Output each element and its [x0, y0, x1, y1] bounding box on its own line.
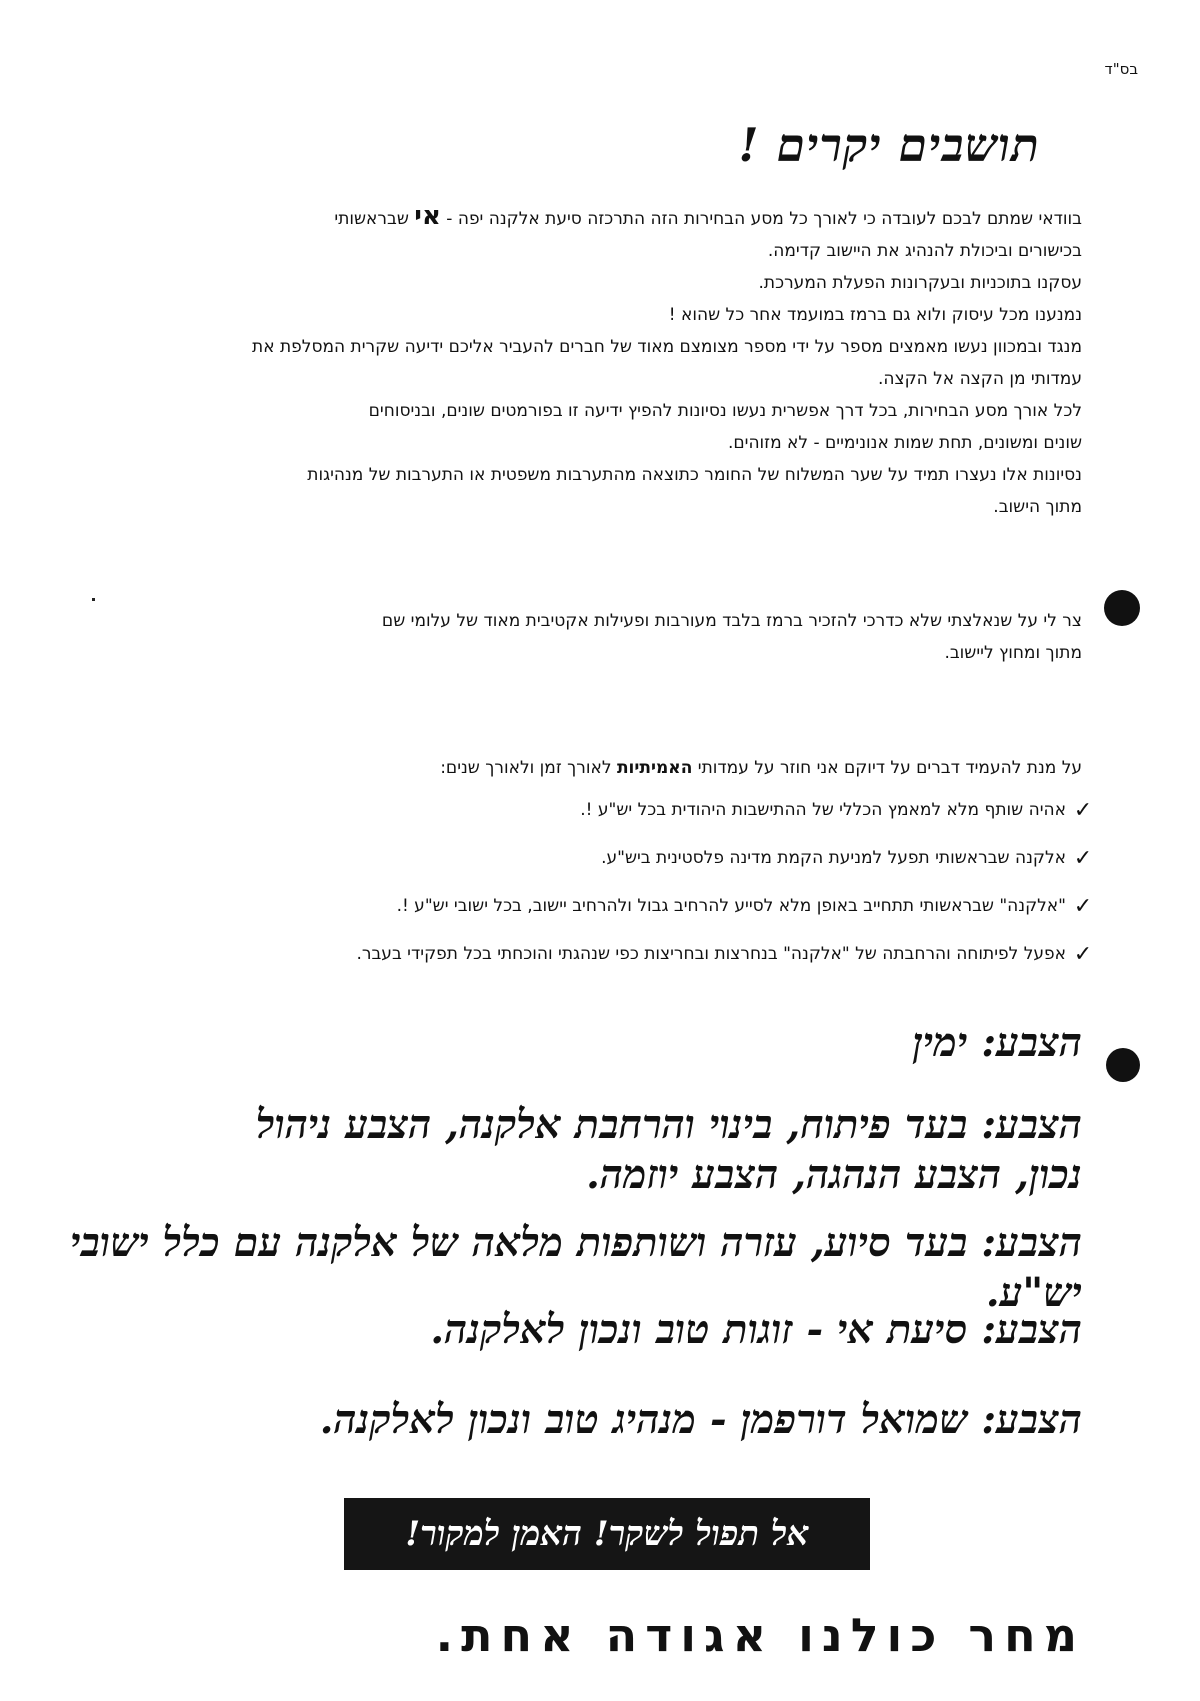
- check-icon: ✓: [1073, 893, 1093, 919]
- intro-line1-after: שבראשותי: [334, 209, 409, 229]
- checklist-item: [200, 834, 1100, 882]
- intro-paragraph: [122, 200, 1082, 523]
- intro-line: מתוך הישוב.: [993, 497, 1082, 517]
- stance-intro-after: לאורך זמן ולאורך שנים:: [440, 758, 612, 778]
- intro-line: עסקנו בתוכניות ובעקרונות הפעלת המערכת.: [758, 273, 1082, 293]
- thanks-line: צר לי על שנאלצתי שלא כדרכי להזכיר ברמז בלבד מעורבות ופעילות אקטיבית מאוד של עלומי שם: [381, 611, 1082, 631]
- check-icon: ✓: [1073, 845, 1093, 871]
- check-icon: ✓: [1073, 797, 1093, 823]
- vote-line: הצבע: סיעת אי - זוגות טוב ונכון לאלקנה.: [430, 1306, 1082, 1353]
- header-bsd: בס"ד: [1104, 60, 1138, 78]
- bullet-dot-icon: [1104, 590, 1140, 626]
- intro-line: עמדותי מן הקצה אל הקצה.: [877, 369, 1082, 389]
- check-icon: ✓: [1073, 941, 1093, 967]
- checklist-item: [200, 786, 1100, 834]
- slogan-banner: אל תפול לשקר! האמן למקור!: [344, 1498, 870, 1570]
- intro-line: נמנענו מכל עיסוק ולוא גם ברמז במועמד אחר כל שהוא !: [668, 305, 1082, 325]
- greeting-heading: תושבים יקרים !: [738, 118, 1040, 172]
- thanks-line: מתוך ומחוץ ליישוב.: [944, 643, 1082, 663]
- intro-line: לכל אורך מסע הבחירות, בכל דרך אפשרית נעשו נסיונות להפיץ ידיעה זו בפורמטים שונים, ובניסוחים: [368, 401, 1082, 421]
- stance-intro: [122, 752, 1082, 784]
- intro-line1-before: בוודאי שמתם לבכם לעובדה כי לאורך כל מסע הבחירות הזה התרכזה סיעת אלקנה יפה -: [446, 209, 1082, 229]
- vote-line: הצבע: ימין: [912, 1019, 1082, 1066]
- checklist-item-text: אהיה שותף מלא למאמץ הכללי של ההתישבות היהודית בכל יש"ע !.: [580, 800, 1066, 820]
- vote-line: הצבע: שמואל דורפמן - מנהיג טוב ונכון לאלקנה.: [319, 1396, 1082, 1443]
- intro-line: מנגד ובמכוון נעשו מאמצים מספר על ידי מספר מצומצם מאוד של חברים להעביר אליכם ידיעה שקרית המסלפת את: [252, 337, 1082, 357]
- closing-slogan: מחר כולנו אגודה אחת.: [435, 1608, 1085, 1662]
- thanks-paragraph: [222, 605, 1082, 669]
- intro-line: שונים ומשונים, תחת שמות אנונימיים - לא מזוהים.: [727, 433, 1082, 453]
- checklist-item: [200, 882, 1100, 930]
- vote-line: הצבע: בעד סיוע, עזרה ושותפות מלאה של אלקנה עם כלל ישובי יש"ע.: [70, 1219, 1082, 1316]
- stance-intro-before: על מנת להעמיד דברים על דיוקם אני חוזר על עמדותי: [697, 758, 1082, 778]
- checklist-item-text: אפעל לפיתוחה והרחבתה של "אלקנה" בנחרצות ובחריצות כפי שנהגתי והוכחתי בכל תפקידי בעבר.: [356, 944, 1066, 964]
- intro-line: נסיונות אלו נעצרו תמיד על שער המשלוח של החומר כתוצאה מהתערבות משפטית או התערבות של מנהיגות: [307, 465, 1082, 485]
- checklist-item-text: אלקנה שבראשותי תפעל למניעת הקמת מדינה פלסטינית ביש"ע.: [601, 848, 1066, 868]
- scan-speck: [92, 598, 95, 601]
- ai-party-logo: אי: [414, 201, 441, 231]
- intro-line: [122, 200, 1082, 235]
- stance-intro-bold: האמיתיות: [616, 758, 693, 778]
- checklist-item: [200, 930, 1100, 978]
- vote-line: הצבע: בעד פיתוח, בינוי והרחבת אלקנה, הצבע ניהול נכון, הצבע הנהגה, הצבע יוזמה.: [255, 1101, 1082, 1198]
- intro-line: בכישורים וביכולת להנהיג את היישוב קדימה.: [767, 241, 1082, 261]
- stance-checklist: [200, 786, 1100, 978]
- bullet-dot-icon: [1106, 1048, 1140, 1082]
- checklist-item-text: "אלקנה" שבראשותי תתחייב באופן מלא לסייע להרחיב גבול ולהרחיב יישוב, בכל ישובי יש"ע !.: [396, 896, 1066, 916]
